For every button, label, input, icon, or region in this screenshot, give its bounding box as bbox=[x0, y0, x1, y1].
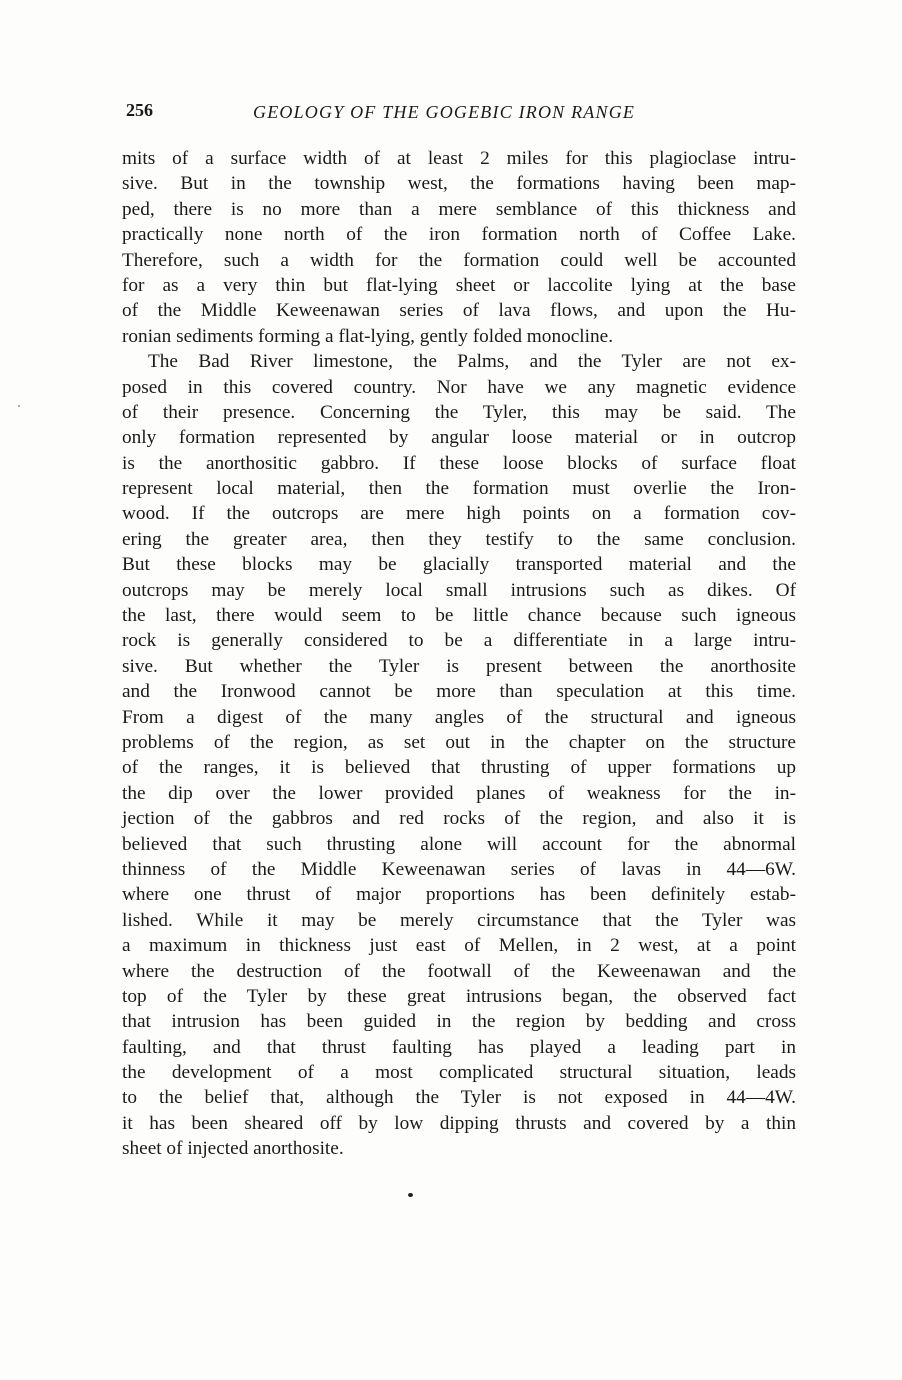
text-line: thinness of the Middle Keweenawan series of lavas in 44—6W. bbox=[122, 858, 796, 880]
text-line: represent local material, then the formation must overlie the Iron- bbox=[122, 478, 796, 500]
text-line: sive. But whether the Tyler is present between the anorthosite bbox=[122, 655, 796, 677]
text-line: outcrops may be merely local small intrusions such as dikes. Of bbox=[122, 579, 796, 601]
text-line: a maximum in thickness just east of Mellen, in 2 west, at a point bbox=[122, 935, 796, 957]
text-line: sive. But in the township west, the formations having been map- bbox=[122, 173, 796, 195]
text-line: ering the greater area, then they testify to the same conclusion. bbox=[122, 528, 796, 550]
text-line: ronian sediments forming a flat-lying, gently folded monocline. bbox=[122, 325, 614, 347]
text-line: for as a very thin but flat-lying sheet or laccolite lying at the base bbox=[122, 274, 796, 296]
page-number: 256 bbox=[126, 100, 153, 120]
paragraph-1 bbox=[122, 146, 796, 349]
text-line: top of the Tyler by these great intrusions began, the observed fact bbox=[122, 985, 796, 1007]
text-line: the dip over the lower provided planes of weakness for the in- bbox=[122, 782, 796, 804]
text-line: Therefore, such a width for the formation could well be accounted bbox=[122, 249, 796, 271]
paragraph-2 bbox=[122, 349, 796, 1162]
text-line: that intrusion has been guided in the region by bedding and cross bbox=[122, 1011, 796, 1033]
ink-speck bbox=[408, 1193, 413, 1197]
text-line: only formation represented by angular loose material or in outcrop bbox=[122, 427, 796, 449]
text-line: of the ranges, it is believed that thrusting of upper formations up bbox=[122, 757, 796, 779]
page-header bbox=[126, 100, 792, 130]
body-text bbox=[122, 146, 796, 1162]
running-title: GEOLOGY OF THE GOGEBIC IRON RANGE bbox=[253, 102, 636, 122]
text-line: lished. While it may be merely circumstance that the Tyler was bbox=[122, 909, 796, 931]
text-line: where the destruction of the footwall of the Keweenawan and the bbox=[122, 960, 796, 982]
text-line: it has been sheared off by low dipping thrusts and covered by a thin bbox=[122, 1112, 796, 1134]
text-line: mits of a surface width of at least 2 miles for this plagioclase intru- bbox=[122, 148, 796, 169]
text-line: faulting, and that thrust faulting has played a leading part in bbox=[122, 1036, 796, 1058]
text-line: the development of a most complicated structural situation, leads bbox=[122, 1062, 796, 1084]
text-line: sheet of injected anorthosite. bbox=[122, 1138, 344, 1160]
text-line: posed in this covered country. Nor have we any magnetic evidence bbox=[122, 376, 796, 398]
text-line: problems of the region, as set out in the chapter on the structure bbox=[122, 731, 796, 753]
text-line: The Bad River limestone, the Palms, and the Tyler are not ex- bbox=[148, 351, 796, 373]
text-line: But these blocks may be glacially transported material and the bbox=[122, 554, 796, 576]
text-line: of the Middle Keweenawan series of lava flows, and upon the Hu- bbox=[122, 300, 796, 322]
text-line: jection of the gabbros and red rocks of the region, and also it is bbox=[122, 808, 796, 830]
text-line: where one thrust of major proportions has been definitely estab- bbox=[122, 884, 796, 906]
text-line: wood. If the outcrops are mere high points on a formation cov- bbox=[122, 503, 796, 525]
text-line: believed that such thrusting alone will account for the abnormal bbox=[122, 833, 796, 855]
text-line: rock is generally considered to be a differentiate in a large intru- bbox=[122, 630, 796, 652]
text-line: ped, there is no more than a mere semblance of this thickness and bbox=[122, 198, 796, 220]
text-line: to the belief that, although the Tyler is not exposed in 44—4W. bbox=[122, 1087, 796, 1109]
text-line: and the Ironwood cannot be more than speculation at this time. bbox=[122, 681, 796, 703]
text-line: of their presence. Concerning the Tyler, this may be said. The bbox=[122, 401, 796, 423]
text-line: practically none north of the iron formation north of Coffee Lake. bbox=[122, 224, 796, 246]
text-line: From a digest of the many angles of the structural and igneous bbox=[122, 706, 796, 728]
text-line: the last, there would seem to be little chance because such igneous bbox=[122, 605, 796, 627]
ink-speck bbox=[18, 405, 20, 407]
text-line: is the anorthositic gabbro. If these loose blocks of surface float bbox=[122, 452, 796, 474]
